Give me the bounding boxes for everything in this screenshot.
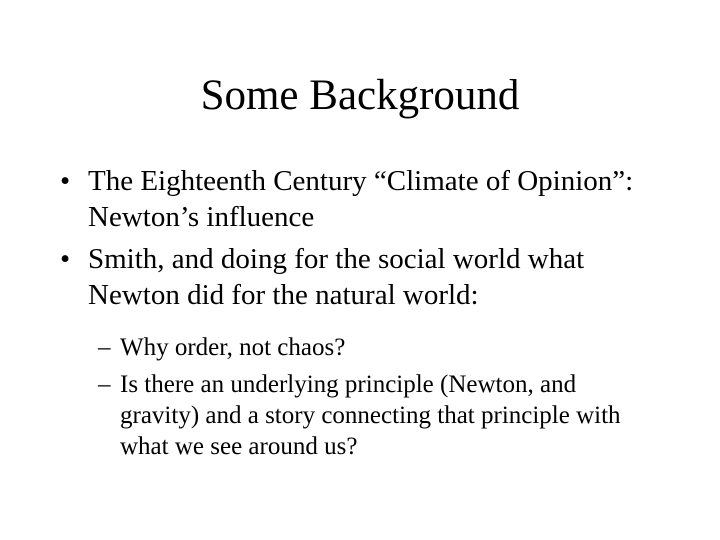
- subbullet-list: [98, 332, 658, 468]
- subbullet-text: Is there an underlying principle (Newton, and gravity) and a story connecting that principle with what we see around us?: [120, 371, 621, 460]
- bullet-text: Smith, and doing for the social world what Newton did for the natural world:: [88, 243, 585, 311]
- slide-title: Some Background: [200, 72, 520, 119]
- subbullet-item: [98, 369, 658, 462]
- bullet-item: [58, 241, 678, 313]
- bullet-item: [58, 163, 678, 235]
- subbullet-marker: –: [98, 334, 111, 361]
- bullet-list: [58, 163, 678, 319]
- subbullet-marker: –: [98, 371, 111, 398]
- bullet-marker: •: [60, 243, 71, 275]
- bullet-text: The Eighteenth Century “Climate of Opinion”: Newton’s influence: [88, 165, 634, 233]
- subbullet-item: [98, 332, 658, 363]
- subbullet-text: Why order, not chaos?: [120, 334, 346, 361]
- bullet-marker: •: [60, 165, 71, 197]
